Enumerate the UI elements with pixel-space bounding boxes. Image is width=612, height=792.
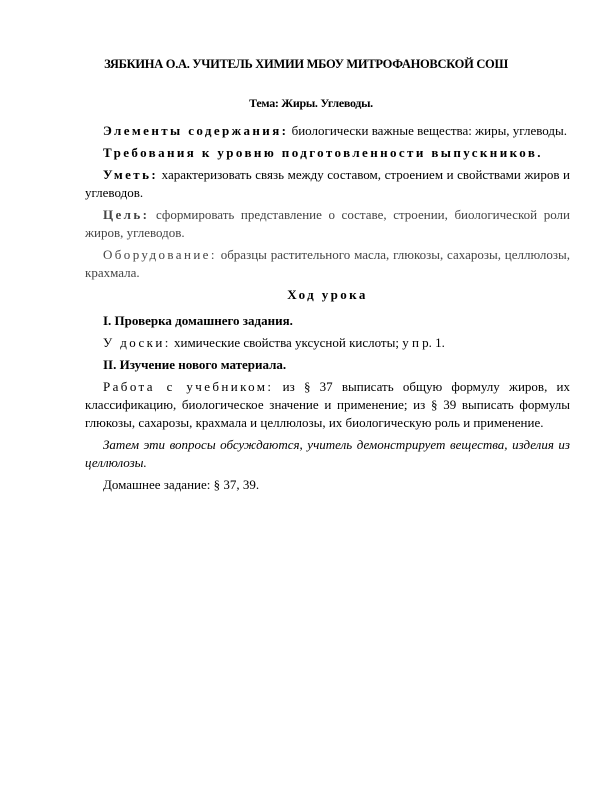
goal-text: сформировать представление о составе, строении, биологической роли жиров, углеводов. — [85, 207, 570, 240]
lesson-topic: Тема: Жиры. Углеводы. — [249, 96, 373, 110]
content-elements-paragraph — [85, 122, 570, 140]
content-elements-text: биологически важные вещества: жиры, углеводы. — [291, 123, 568, 138]
discussion-paragraph: Затем эти вопросы обсуждаются, учитель демонстрирует вещества, изделия из целлюлозы. — [85, 437, 570, 470]
skills-label: Уметь: — [103, 167, 159, 182]
equipment-label: Оборудование: — [103, 247, 217, 262]
board-text: химические свойства уксусной кислоты; у п р. 1. — [174, 335, 445, 350]
textbook-label: Работа с учебником: — [103, 379, 274, 394]
goal-paragraph — [85, 206, 570, 242]
textbook-paragraph — [85, 378, 570, 432]
requirements-heading — [85, 144, 570, 162]
equipment-paragraph — [85, 246, 570, 282]
lesson-title: Ход урока — [287, 287, 368, 302]
homework-paragraph: Домашнее задание: § 37, 39. — [103, 477, 260, 492]
goal-label: Цель: — [103, 207, 150, 222]
skills-paragraph — [85, 166, 570, 202]
board-paragraph — [85, 334, 570, 352]
section-new-material: II. Изучение нового материала. — [103, 357, 287, 372]
board-label: У доски: — [103, 335, 171, 350]
document-body — [85, 122, 570, 498]
lesson-title-paragraph — [85, 286, 570, 304]
document-header: ЗЯБКИНА О.А. УЧИТЕЛЬ ХИМИИ МБОУ МИТРОФАНОВСКОЙ СОШ — [104, 57, 508, 71]
section-homework-check: I. Проверка домашнего задания. — [103, 313, 293, 328]
skills-text: характеризовать связь между составом, строением и свойствами жиров и углеводов. — [85, 167, 570, 200]
requirements-label: Требования к уровню подготовленности выпускников. — [103, 145, 543, 160]
equipment-text: образцы растительного масла, глюкозы, сахарозы, целлюлозы, крахмала. — [85, 247, 570, 280]
content-elements-label: Элементы содержания: — [103, 123, 289, 138]
textbook-text: из § 37 выписать общую формулу жиров, их классификацию, биологическое значение и применение; из § 39 выписать формулы глюкозы, сахарозы, крахмала и целлюлозы, их биологическую роль и применение. — [85, 379, 570, 430]
